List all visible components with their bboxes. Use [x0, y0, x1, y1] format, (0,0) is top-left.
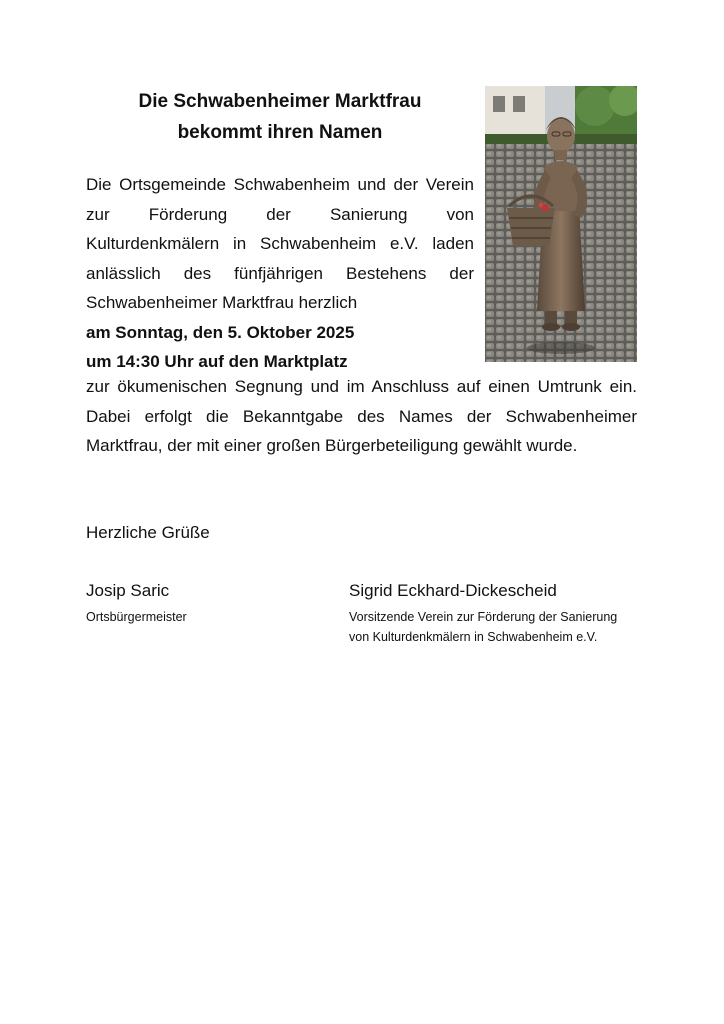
event-date: am Sonntag, den 5. Oktober 2025: [86, 322, 355, 342]
invitation-text: [86, 170, 474, 377]
title-line-1: Die Schwabenheimer Marktfrau: [138, 91, 422, 112]
page-title: [86, 86, 474, 148]
statue-photo: [485, 86, 637, 362]
signatory-role-right: [349, 607, 617, 647]
greeting: Herzliche Grüße: [86, 523, 210, 542]
intro-paragraph: Die Ortsgemeinde Schwabenheim und der Verein zur Förderung der Sanierung von Kulturdenkmälern in Schwabenheim e.V. laden anlässlich des fünfjährigen Bestehens der Schwabenheimer Marktfrau herzlich: [86, 175, 474, 312]
signatory-name-right: Sigrid Eckhard-Dickescheid: [349, 581, 557, 600]
continuation-paragraph: zur ökumenischen Segnung und im Anschluss auf einen Umtrunk ein. Dabei erfolgt die Bekanntgabe des Names der Schwabenheimer Marktfrau, der mit einer großen Bürgerbeteiligung gewählt wurde.: [86, 377, 637, 455]
statue-of-market-woman-with-basket-icon: [485, 86, 637, 362]
title-line-2: bekommt ihren Namen: [177, 122, 383, 143]
event-time-place: um 14:30 Uhr auf den Marktplatz: [86, 352, 348, 371]
signatory-role-left: Ortsbürgermeister: [86, 610, 187, 624]
signature-right: [349, 576, 617, 647]
signatory-role-right-line-1: Vorsitzende Verein zur Förderung der Sanierung: [349, 610, 618, 624]
signatory-name-left: Josip Saric: [86, 581, 170, 600]
signature-left: [86, 576, 187, 627]
signatory-role-right-line-2: von Kulturdenkmälern in Schwabenheim e.V.: [349, 630, 598, 644]
